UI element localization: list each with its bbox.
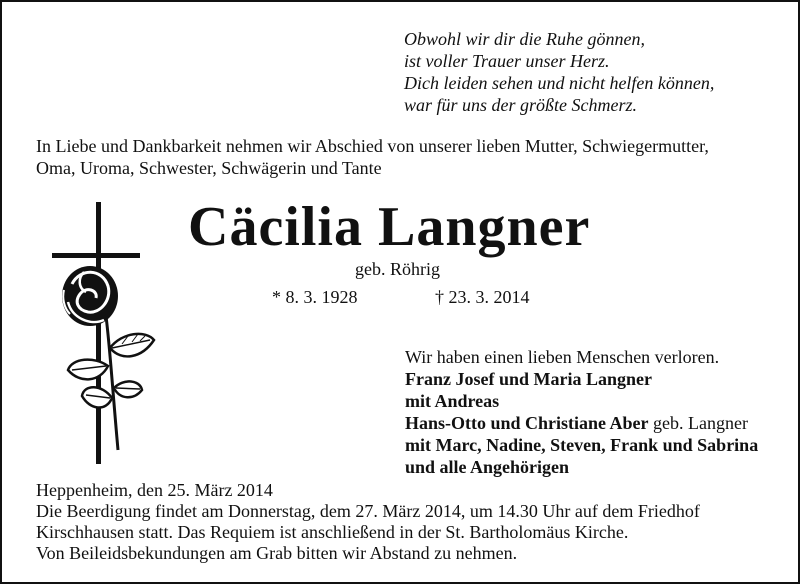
notice-line: Die Beerdigung findet am Donnerstag, dem 27. März 2014, um 14.30 Uhr auf dem Friedhof — [36, 501, 700, 521]
intro-line: Oma, Uroma, Schwester, Schwägerin und Tante — [36, 158, 382, 178]
mourner-line: Franz Josef und Maria Langner — [405, 369, 652, 389]
intro-text — [36, 135, 776, 179]
death-date: † 23. 3. 2014 — [435, 287, 530, 307]
mourner-line: und alle Angehörigen — [405, 457, 570, 477]
funeral-notice — [36, 501, 700, 564]
mourner-line: mit Marc, Nadine, Steven, Frank und Sabrina — [405, 435, 759, 455]
mourner-line — [405, 412, 758, 434]
poem — [404, 28, 714, 116]
maiden-name: geb. Röhrig — [355, 259, 440, 279]
mourner-maiden: geb. Langner — [648, 413, 748, 433]
poem-line: Obwohl wir dir die Ruhe gönnen, — [404, 29, 645, 49]
poem-line: ist voller Trauer unser Herz. — [404, 51, 610, 71]
mourner-name: Hans-Otto und Christiane Aber — [405, 413, 649, 433]
mourners-list — [405, 346, 758, 478]
notice-line: Kirschhausen statt. Das Requiem ist anschließend in der St. Bartholomäus Kirche. — [36, 522, 629, 542]
birth-date: * 8. 3. 1928 — [272, 287, 358, 307]
cross-rose-icon — [50, 198, 160, 468]
notice-line: Von Beileidsbekundungen am Grab bitten wir Abstand zu nehmen. — [36, 543, 518, 563]
deceased-name: Cäcilia Langner — [188, 196, 591, 258]
place-date: Heppenheim, den 25. März 2014 — [36, 480, 273, 500]
mourner-line: mit Andreas — [405, 391, 500, 411]
poem-line: war für uns der größte Schmerz. — [404, 95, 637, 115]
mourners-intro: Wir haben einen lieben Menschen verloren. — [405, 347, 720, 367]
poem-line: Dich leiden sehen und nicht helfen können, — [404, 73, 715, 93]
intro-line: In Liebe und Dankbarkeit nehmen wir Abschied von unserer lieben Mutter, Schwiegermutter, — [36, 136, 709, 156]
